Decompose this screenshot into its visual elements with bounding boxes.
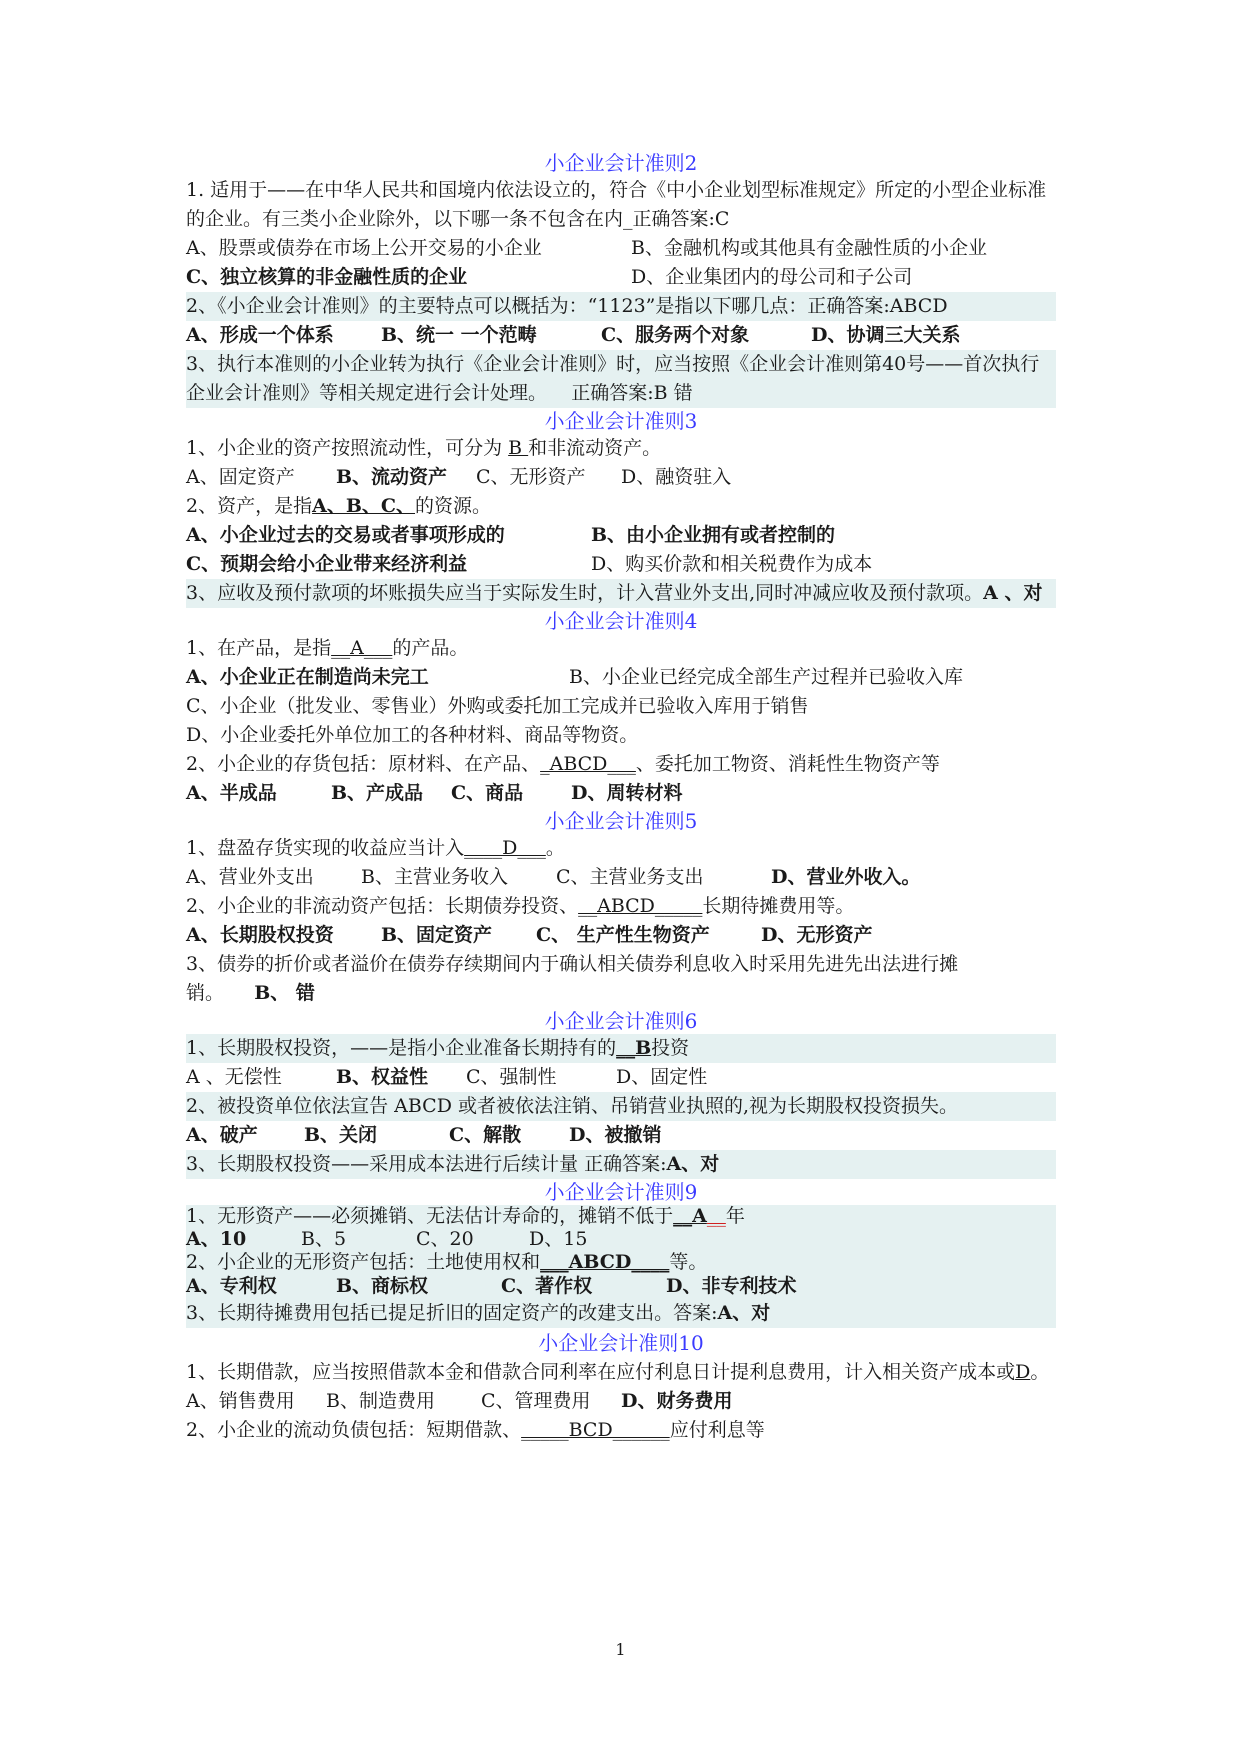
options-row	[186, 463, 1056, 492]
options-row	[186, 1387, 1056, 1416]
question-text: 1、长期借款，应当按照借款本金和借款合同利率在应付利息日计提利息费用，计入相关资产成本或D。	[186, 1361, 1050, 1383]
answer: A 、对	[983, 582, 1043, 604]
answer: 正确答案:B 错	[571, 382, 693, 404]
options-row	[186, 1063, 1056, 1092]
question-text: 2、资产，是指A、B、C、的资源。	[186, 495, 492, 517]
section-title: 小企业会计准则5	[544, 809, 698, 833]
question-text: 3、长期待摊费用包括已提足折旧的固定资产的改建支出。答案:A、对	[186, 1299, 1056, 1328]
question-text: 1、长期股权投资，——是指小企业准备长期持有的__B投资	[186, 1034, 1056, 1063]
options-row	[186, 1228, 1056, 1251]
option-correct: B、由小企业拥有或者控制的	[591, 524, 836, 546]
answer-blank: ____D___	[464, 837, 546, 859]
option: C、小企业（批发业、零售业）外购或委托加工完成并已验收入库用于销售	[186, 695, 809, 717]
question-text: 1、盘盈存货实现的收益应当计入____D___。	[186, 837, 565, 859]
option-correct: A、小企业过去的交易或者事项形成的	[186, 524, 505, 546]
option-correct: B、流动资产	[336, 466, 448, 488]
option: C、强制性	[466, 1066, 557, 1088]
option: C、 生产性生物资产	[536, 924, 710, 946]
options-row	[186, 234, 1056, 263]
option-correct: D、营业外收入。	[771, 866, 921, 888]
question-text: 3、应收及预付款项的坏账损失应当于实际发生时，计入营业外支出,同时冲减应收及预付款项。A 、对	[186, 579, 1056, 608]
option: D、非专利技术	[666, 1275, 797, 1297]
option: D、15	[529, 1228, 588, 1250]
question-text: 2、小企业的非流动资产包括：长期债券投资、__ABCD_____长期待摊费用等。	[186, 895, 855, 917]
question-text: 1、无形资产——必须摊销、无法估计寿命的，摊销不低于__A__年	[186, 1205, 1056, 1228]
answer-blank: __B	[616, 1037, 652, 1059]
option-correct: A、小企业正在制造尚未完工	[186, 666, 429, 688]
question-text: 1. 适用于——在中华人民共和国境内依法设立的，符合《中小企业划型标准规定》所定的小型企业标准的企业。有三类小企业除外，以下哪一条不包含在内_正确答案:C	[186, 179, 1047, 230]
option: B、关闭	[304, 1124, 378, 1146]
option: C、无形资产	[476, 466, 586, 488]
option-correct: A、10	[186, 1228, 247, 1250]
question-text: 3、长期股权投资——采用成本法进行后续计量 正确答案:A、对	[186, 1150, 1056, 1179]
option: A、销售费用	[186, 1390, 295, 1412]
section-title: 小企业会计准则10	[538, 1331, 704, 1355]
options-row	[186, 263, 1056, 292]
document-page	[186, 150, 1056, 1445]
option: B、金融机构或其他具有金融性质的小企业	[631, 237, 987, 259]
answer-blank: __A___	[331, 637, 393, 659]
option-correct: D、财务费用	[621, 1390, 733, 1412]
answer: A、对	[717, 1302, 771, 1324]
option: A、专利权	[186, 1275, 277, 1297]
option: A、营业外支出	[186, 866, 314, 888]
options-row	[186, 779, 1056, 808]
option: A、半成品	[186, 782, 277, 804]
option: D、固定性	[616, 1066, 708, 1088]
option: B、产成品	[331, 782, 424, 804]
question-text: 3、债券的折价或者溢价在债券存续期间内于确认相关债券利息收入时采用先进先出法进行摊销。 B、 错	[186, 953, 959, 1004]
option: B、统一 一个范畴	[381, 324, 537, 346]
answer-blank: __A	[673, 1205, 707, 1227]
question-text: 2、小企业的存货包括：原材料、在产品、_ABCD___、委托加工物资、消耗性生物资产等	[186, 753, 940, 775]
option: D、小企业委托外单位加工的各种材料、商品等物资。	[186, 724, 639, 746]
option: D、购买价款和相关税费作为成本	[591, 553, 873, 575]
question-text: 2、小企业的流动负债包括：短期借款、_____BCD______应付利息等	[186, 1419, 765, 1441]
question-text: 1、小企业的资产按照流动性，可分为 B 和非流动资产。	[186, 437, 662, 459]
option: C、商品	[451, 782, 524, 804]
options-row	[186, 1121, 1056, 1150]
option: D、融资驻入	[621, 466, 732, 488]
question-text: 2、《小企业会计准则》的主要特点可以概括为：“1123”是指以下哪几点：正确答案:ABCD	[186, 292, 1056, 321]
question-text: 2、小企业的无形资产包括：土地使用权和___ABCD____等。	[186, 1251, 1056, 1274]
option: A、破产	[186, 1124, 258, 1146]
answer-blank: B	[508, 437, 529, 459]
option: D、被撤销	[569, 1124, 662, 1146]
section-title: 小企业会计准则3	[544, 409, 698, 433]
option: C、服务两个对象	[601, 324, 750, 346]
option-correct: B、权益性	[336, 1066, 429, 1088]
option: B、5	[301, 1228, 347, 1250]
options-row	[186, 863, 1056, 892]
answer-blank: ___ABCD____	[540, 1251, 670, 1273]
answer: B、 错	[254, 982, 315, 1004]
section-title: 小企业会计准则6	[544, 1009, 698, 1033]
answer-blank: __ABCD_____	[578, 895, 703, 917]
option: C、著作权	[501, 1275, 593, 1297]
question-text: 2、被投资单位依法宣告 ABCD 或者被依法注销、吊销营业执照的,视为长期股权投资损失。	[186, 1092, 1056, 1121]
options-row	[186, 663, 1056, 692]
option: B、小企业已经完成全部生产过程并已验收入库	[569, 666, 963, 688]
option: D、协调三大关系	[811, 324, 961, 346]
options-row	[186, 321, 1056, 350]
options-row	[186, 921, 1056, 950]
answer-blank: D	[1015, 1361, 1031, 1383]
option: D、周转材料	[571, 782, 683, 804]
page-number: 1	[615, 1640, 626, 1659]
option: A、长期股权投资	[186, 924, 334, 946]
option: A、股票或债券在市场上公开交易的小企业	[186, 237, 542, 259]
option: C、解散	[449, 1124, 522, 1146]
section-title: 小企业会计准则2	[544, 151, 698, 175]
option: D、无形资产	[761, 924, 873, 946]
option-correct: C、预期会给小企业带来经济利益	[186, 553, 468, 575]
question-text: 1、在产品，是指__A___的产品。	[186, 637, 469, 659]
answer-blank-red: __	[706, 1205, 726, 1227]
question-text: 3、执行本准则的小企业转为执行《企业会计准则》时，应当按照《企业会计准则第40号——首次执行企业会计准则》等相关规定进行会计处理。 正确答案:B 错	[186, 350, 1056, 408]
options-row	[186, 521, 1056, 550]
option: A、固定资产	[186, 466, 295, 488]
option: B、固定资产	[381, 924, 493, 946]
option-correct: C、独立核算的非金融性质的企业	[186, 266, 468, 288]
answer-blank: A、B、C、	[312, 495, 416, 517]
answer-blank: _____BCD______	[521, 1419, 670, 1441]
section-title: 小企业会计准则9	[544, 1180, 698, 1204]
option: B、商标权	[336, 1275, 429, 1297]
options-row	[186, 550, 1056, 579]
option: C、主营业务支出	[556, 866, 704, 888]
answer: A、对	[666, 1153, 720, 1175]
answer-blank: _ABCD___	[540, 753, 636, 775]
options-row	[186, 1274, 1056, 1299]
option: A、形成一个体系	[186, 324, 334, 346]
option: A 、无偿性	[186, 1066, 282, 1088]
option: C、20	[416, 1228, 474, 1250]
option: C、管理费用	[481, 1390, 591, 1412]
option: B、主营业务收入	[361, 866, 508, 888]
option: B、制造费用	[326, 1390, 435, 1412]
section-title: 小企业会计准则4	[544, 609, 698, 633]
option: D、企业集团内的母公司和子公司	[631, 266, 913, 288]
